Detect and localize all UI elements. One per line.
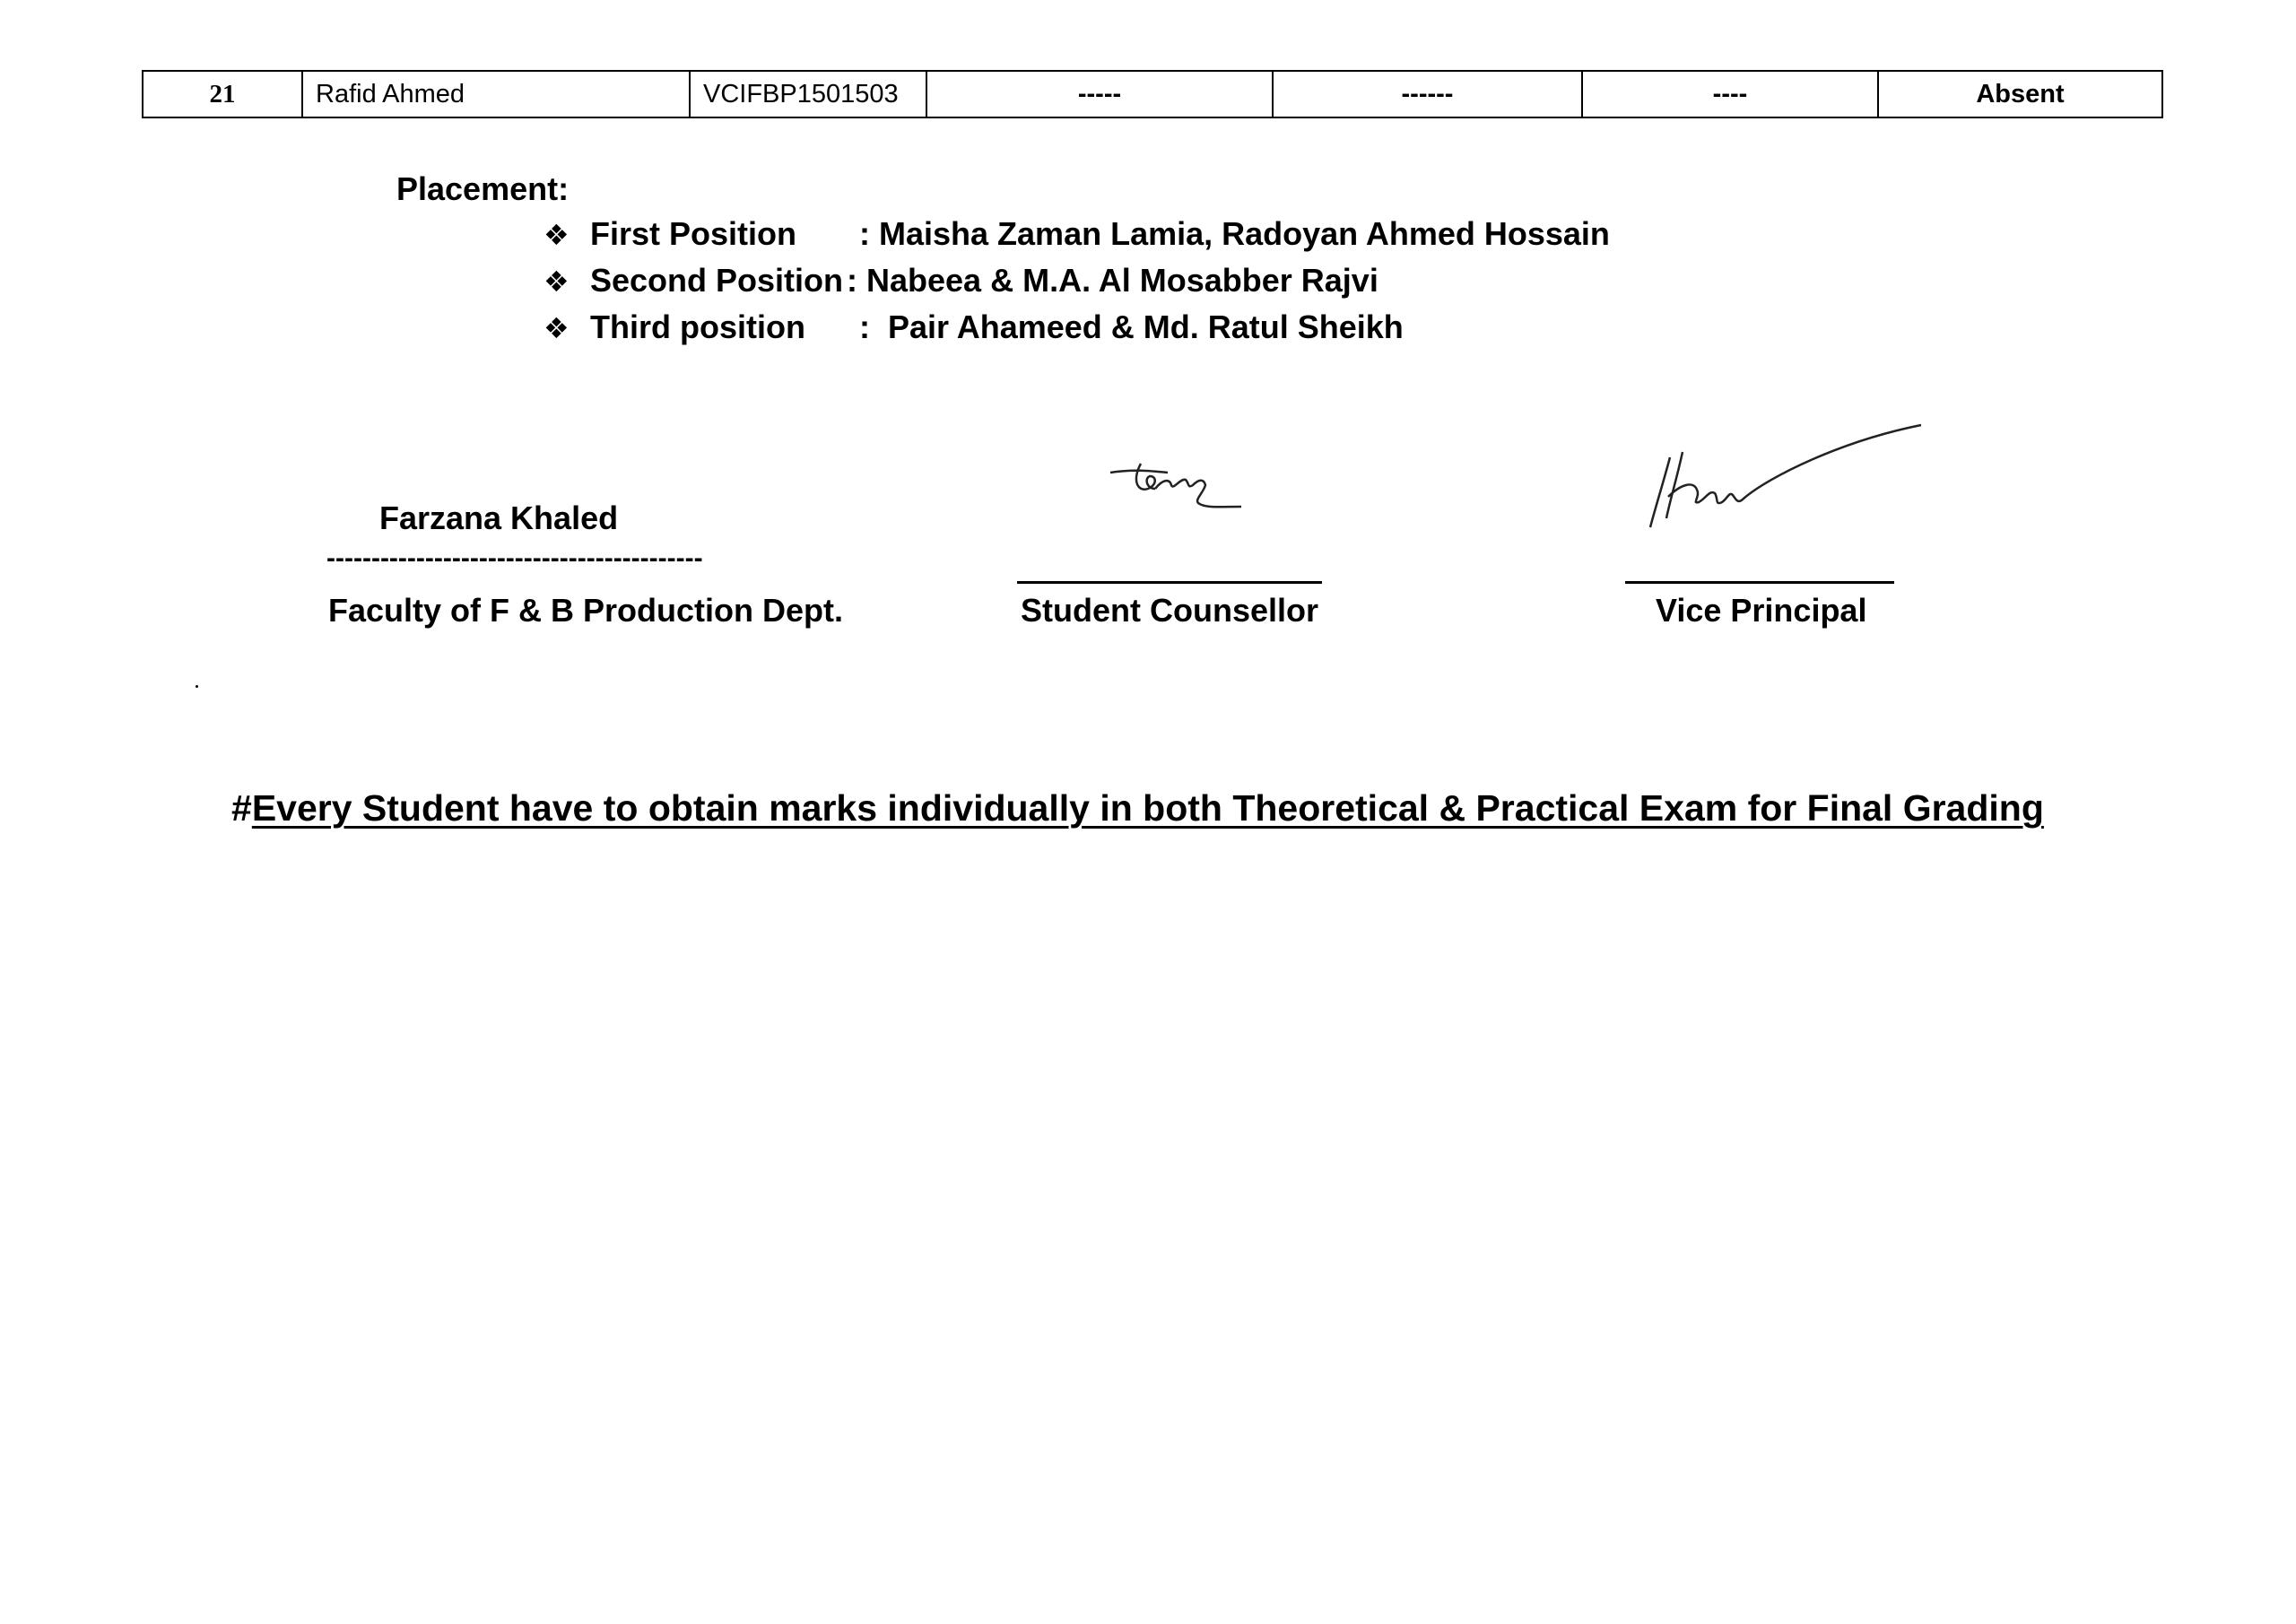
position-value: Pair Ahameed & Md. Ratul Sheikh — [879, 308, 1404, 345]
position-label: Second Position — [590, 262, 844, 299]
counsellor-signature-line — [1017, 581, 1322, 584]
mark-cell-2: ------ — [1273, 71, 1582, 117]
diamond-bullet-icon: ❖ — [544, 311, 570, 345]
table-row — [143, 71, 2162, 117]
position-label: Third position — [590, 308, 805, 345]
position-value: Nabeea & M.A. Al Mosabber Rajvi — [866, 262, 1378, 299]
counsellor-signature — [1105, 453, 1248, 520]
position-value: Maisha Zaman Lamia, Radoyan Ahmed Hossain — [879, 215, 1610, 252]
faculty-title: Faculty of F & B Production Dept. — [328, 592, 843, 629]
faculty-signature-line: ------------------------------------------ — [326, 543, 703, 573]
grading-note — [231, 787, 2044, 829]
diamond-bullet-icon: ❖ — [544, 265, 570, 299]
placement-first — [544, 215, 1610, 262]
diamond-bullet-icon: ❖ — [544, 218, 570, 252]
placement-list — [544, 215, 1610, 355]
position-separator: : — [859, 308, 870, 345]
mark-cell-1: ----- — [926, 71, 1273, 117]
placement-second — [544, 262, 1610, 308]
note-prefix: # — [231, 787, 252, 829]
faculty-name: Farzana Khaled — [379, 499, 619, 536]
status-cell: Absent — [1878, 71, 2162, 117]
counsellor-title: Student Counsellor — [1021, 592, 1318, 629]
position-label: First Position — [590, 215, 797, 252]
placement-title: Placement: — [396, 170, 570, 207]
serial-cell: 21 — [143, 71, 302, 117]
note-text: Every Student have to obtain marks individually in both Theoretical & Practical Exam for Final Grading — [251, 787, 2044, 829]
vice-principal-signature-line — [1625, 581, 1894, 584]
student-id-cell: VCIFBP1501503 — [690, 71, 926, 117]
position-separator: : — [859, 215, 870, 252]
result-table — [142, 70, 2163, 118]
mark-cell-3: ---- — [1582, 71, 1878, 117]
placement-third — [544, 308, 1610, 355]
position-separator: : — [847, 262, 857, 299]
vice-principal-title: Vice Principal — [1656, 592, 1867, 629]
stray-dot — [196, 685, 198, 688]
vice-principal-signature — [1643, 421, 1930, 534]
student-name-cell: Rafid Ahmed — [302, 71, 690, 117]
